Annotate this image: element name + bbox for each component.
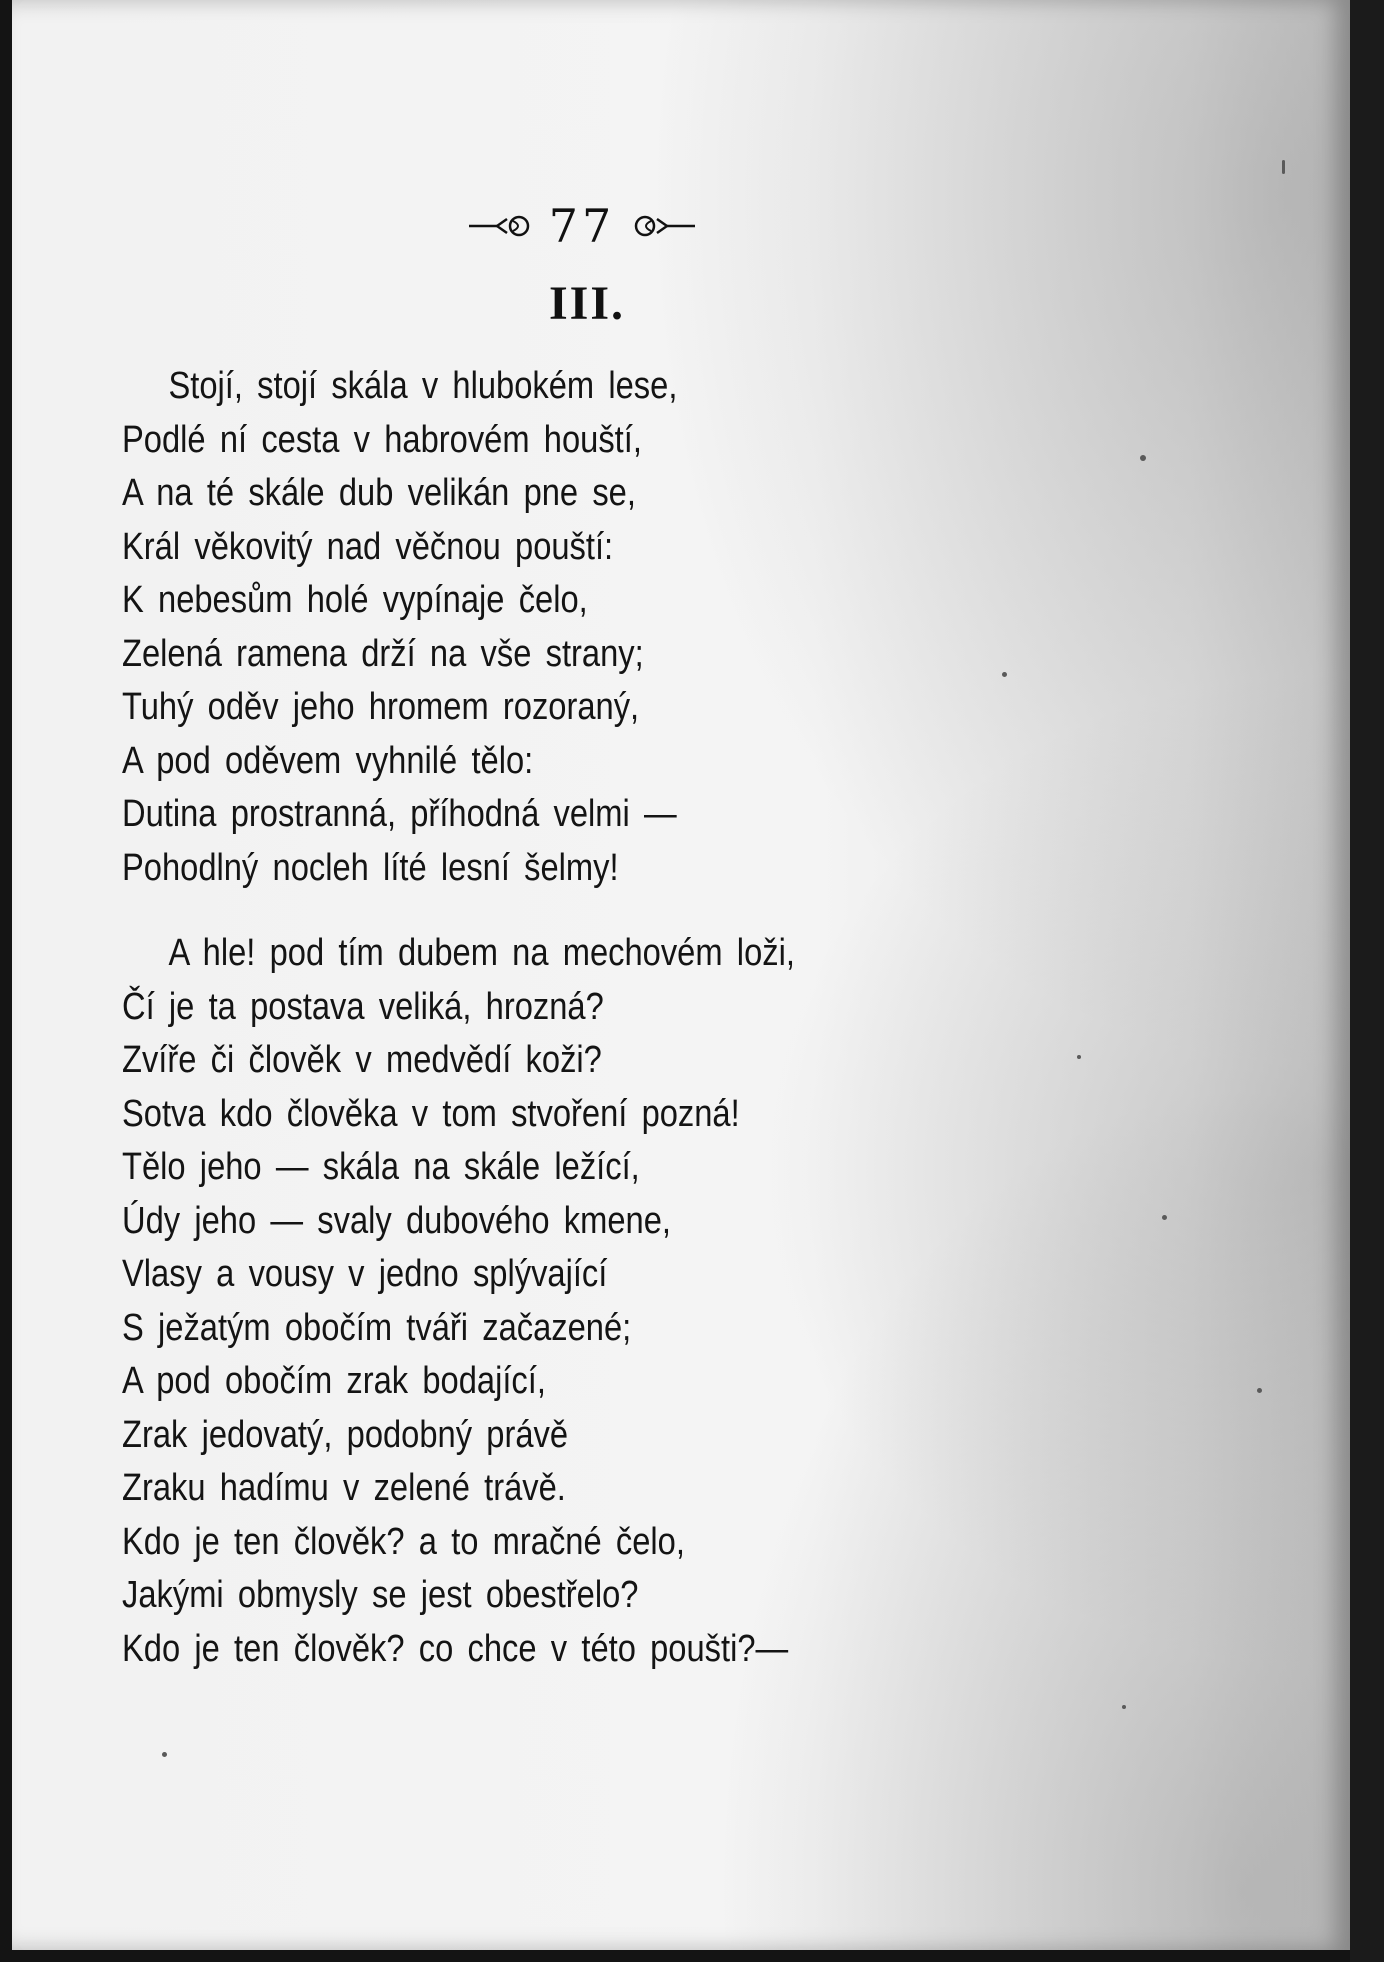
verse-line: Zelená ramena drží na vše strany; [122, 632, 644, 675]
page-number-header [452, 196, 712, 256]
verse-line: A pod oděvem vyhnilé tělo: [122, 739, 534, 782]
left-ornament-icon [467, 211, 537, 241]
paper-sheet [12, 0, 1350, 1950]
verse-line: Zvíře či člověk v medvědí koži? [122, 1039, 602, 1081]
verse-line: Údy jeho — svaly dubového kmene, [122, 1199, 671, 1242]
verse-line: A hle! pod tím dubem na mechovém loži, [168, 932, 795, 974]
page-number: 77 [548, 199, 616, 253]
verse-line: Vlasy a vousy v jedno splývající [122, 1253, 608, 1295]
scan-speck [1257, 1388, 1262, 1393]
scan-speck [1122, 1705, 1126, 1709]
verse-line: Sotva kdo člověka v tom stvoření pozná! [122, 1092, 740, 1135]
section-heading: III. [548, 277, 626, 330]
verse-line: Král věkovitý nad věčnou pouští: [122, 525, 614, 568]
verse-line: Stojí, stojí skála v hlubokém lese, [168, 365, 678, 407]
verse-line: S ježatým obočím tváři začazené; [122, 1306, 632, 1349]
verse-line: Jakými obmysly se jest obestřelo? [122, 1574, 639, 1616]
verse-line: Tělo jeho — skála na skále ležící, [122, 1146, 640, 1188]
stanza-2 [122, 927, 795, 1676]
scan-speck [162, 1752, 167, 1757]
verse-line: Čí je ta postava veliká, hrozná? [122, 985, 604, 1028]
verse-line: Kdo je ten člověk? a to mračné čelo, [122, 1520, 685, 1563]
scan-speck [1140, 455, 1146, 461]
scan-speck [1077, 1055, 1081, 1059]
right-ornament-icon [627, 211, 697, 241]
verse-line: K nebesům holé vypínaje čelo, [122, 579, 588, 621]
verse-line: A na té skále dub velikán pne se, [122, 472, 636, 514]
scan-speck [1282, 160, 1285, 174]
stanza-1 [122, 360, 677, 895]
verse-line: Dutina prostranná, příhodná velmi — [122, 793, 677, 835]
verse-line: Tuhý oděv jeho hromem rozoraný, [122, 686, 640, 728]
scan-speck [1002, 672, 1007, 677]
verse-line: A pod obočím zrak bodající, [122, 1360, 546, 1402]
verse-line: Kdo je ten člověk? co chce v této poušti?— [122, 1627, 789, 1670]
scan-border [1350, 0, 1384, 1962]
scan-speck [1162, 1215, 1167, 1220]
verse-line: Zrak jedovatý, podobný právě [122, 1413, 569, 1456]
verse-line: Zraku hadímu v zelené trávě. [122, 1467, 566, 1509]
verse-line: Pohodlný nocleh líté lesní šelmy! [122, 846, 619, 889]
verse-line: Podlé ní cesta v habrovém houští, [122, 418, 642, 461]
